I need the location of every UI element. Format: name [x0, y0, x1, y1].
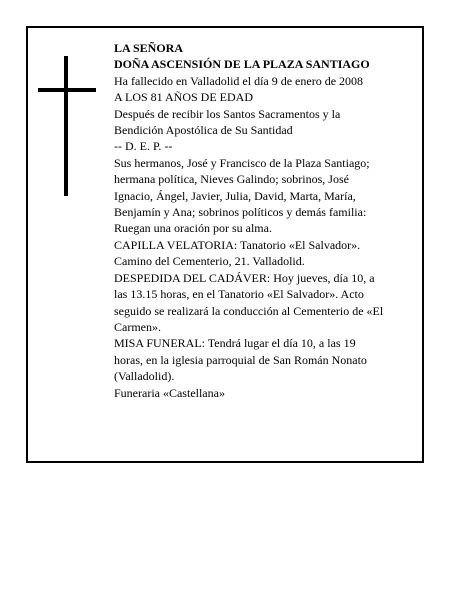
age-statement: A LOS 81 AÑOS DE EDAD	[114, 90, 254, 105]
farewell-line: seguido se realizará la conducción al Cementerio de «El	[114, 303, 384, 318]
family-line: Ruegan una oración por su alma.	[114, 221, 272, 236]
mass-line: MISA FUNERAL: Tendrá lugar el día 10, a las 19	[114, 336, 356, 351]
family-line: Benjamín y Ana; sobrinos políticos y demás familia:	[114, 205, 367, 220]
death-statement: Ha fallecido en Valladolid el día 9 de enero de 2008	[114, 73, 364, 88]
family-line: Sus hermanos, José y Francisco de la Plaza Santiago;	[114, 155, 370, 170]
farewell-line: Carmen».	[114, 319, 161, 334]
family-line: Ignacio, Ángel, Javier, Julia, David, Marta, María,	[114, 188, 356, 203]
cross-horizontal-bar	[38, 88, 96, 92]
farewell-line: DESPEDIDA DEL CADÁVER: Hoy jueves, día 10, a	[114, 270, 375, 285]
cross-vertical-bar	[64, 56, 68, 196]
chapel-line: CAPILLA VELATORIA: Tanatorio «El Salvador».	[114, 237, 361, 252]
sacraments-paragraph	[114, 106, 420, 139]
funeral-home: Funeraria «Castellana»	[114, 385, 225, 400]
heading-title: LA SEÑORA	[114, 41, 184, 55]
chapel-paragraph	[114, 237, 420, 270]
mass-line: (Valladolid).	[114, 369, 175, 384]
sacraments-line: Bendición Apostólica de Su Santidad	[114, 123, 293, 138]
rip-line: -- D. E. P. --	[114, 139, 173, 154]
mass-line: horas, en la iglesia parroquial de San Román Nonato	[114, 352, 367, 367]
obituary-text	[114, 40, 420, 401]
farewell-paragraph	[114, 270, 420, 336]
deceased-name: DOÑA ASCENSIÓN DE LA PLAZA SANTIAGO	[114, 57, 370, 72]
mass-paragraph	[114, 335, 420, 384]
cross-icon	[36, 56, 100, 196]
family-line: hermana política, Nieves Galindo; sobrinos, José	[114, 172, 349, 187]
sacraments-line: Después de recibir los Santos Sacramentos y la	[114, 106, 341, 121]
farewell-line: las 13.15 horas, en el Tanatorio «El Salvador». Acto	[114, 287, 364, 302]
family-paragraph	[114, 155, 420, 237]
chapel-line: Camino del Cementerio, 21. Valladolid.	[114, 254, 305, 269]
